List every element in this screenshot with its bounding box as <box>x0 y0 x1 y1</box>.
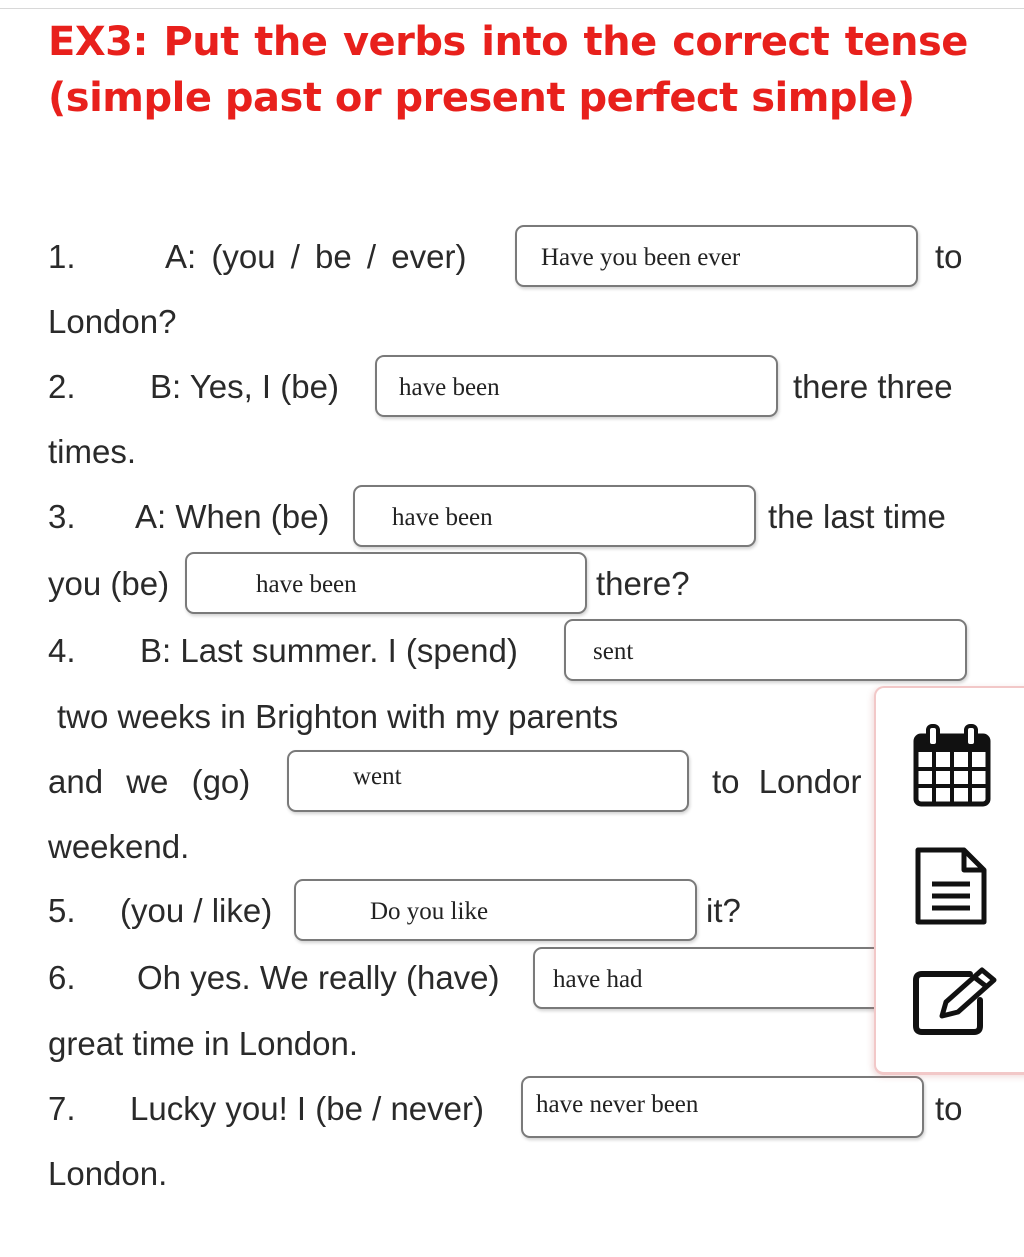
q3-after: the last time <box>768 498 946 535</box>
q2-answer-value: have been <box>399 374 500 401</box>
q4-prompt: B: Last summer. I (spend) <box>140 632 518 669</box>
q4-answer-input[interactable] <box>564 619 967 681</box>
q1-continuation: London? <box>48 303 177 340</box>
q1-number: 1. <box>48 238 76 275</box>
q2-after: there three <box>793 368 953 405</box>
title-word: Put <box>163 19 239 65</box>
calendar-icon[interactable] <box>912 724 992 813</box>
q7-answer-value: have never been <box>536 1091 699 1118</box>
q4-continuation-2: weekend. <box>48 828 190 865</box>
q2-answer-input[interactable] <box>375 355 778 417</box>
q6-continuation: great time in London. <box>48 1025 359 1062</box>
q4-continuation: two weeks in Brighton with my parents <box>57 698 619 735</box>
document-icon[interactable] <box>912 844 992 933</box>
q1-answer-value: Have you been ever <box>541 244 741 271</box>
q6-prompt: Oh yes. We really (have) <box>137 959 500 996</box>
title-word: the <box>254 19 328 65</box>
q5-answer-input[interactable] <box>294 879 697 941</box>
q1-after: to <box>935 238 963 275</box>
top-divider <box>0 8 1024 9</box>
floating-toolbar <box>874 686 1024 1075</box>
q2-prompt: B: Yes, I (be) <box>150 368 339 405</box>
title-word: the <box>583 19 657 65</box>
q4-second-answer-value: went <box>353 763 402 790</box>
q6-answer-value: have had <box>553 966 643 993</box>
title-word: tense <box>844 19 968 65</box>
title-word: EX3: <box>48 19 148 65</box>
q4-continuation-prompt: and we (go) <box>48 763 251 800</box>
q1-answer-input[interactable] <box>515 225 918 287</box>
q3-number: 3. <box>48 498 76 535</box>
q2-continuation: times. <box>48 433 137 470</box>
q7-answer-input[interactable] <box>521 1076 924 1138</box>
title-line-1 <box>48 14 968 70</box>
q3-second-answer-input[interactable] <box>185 552 587 614</box>
edit-icon[interactable] <box>912 966 998 1041</box>
q5-prompt: (you / like) <box>120 892 273 929</box>
q3-answer-value: have been <box>392 504 493 531</box>
q7-after: to <box>935 1090 963 1127</box>
q7-prompt: Lucky you! I (be / never) <box>130 1090 484 1127</box>
title-word: into <box>481 19 569 65</box>
exercise-title <box>48 14 968 126</box>
q3-prompt: A: When (be) <box>135 498 330 535</box>
title-line-2: (simple past or present perfect simple) <box>48 75 915 121</box>
q6-number: 6. <box>48 959 76 996</box>
q5-after: it? <box>706 892 741 929</box>
title-word: correct <box>672 19 830 65</box>
q5-answer-value: Do you like <box>370 898 489 925</box>
q4-number: 4. <box>48 632 76 669</box>
q7-number: 7. <box>48 1090 76 1127</box>
q5-number: 5. <box>48 892 76 929</box>
q4-second-answer-input[interactable] <box>287 750 689 812</box>
q4-after-second: to Londor <box>712 763 862 800</box>
q3-after-second: there? <box>596 565 690 602</box>
q2-number: 2. <box>48 368 76 405</box>
title-word: verbs <box>342 19 466 65</box>
q7-continuation: London. <box>48 1155 168 1192</box>
q1-prompt: A: (you / be / ever) <box>165 238 467 275</box>
q3-continuation-prompt: you (be) <box>48 565 170 602</box>
q4-answer-value: sent <box>593 638 634 665</box>
q3-answer-input[interactable] <box>353 485 756 547</box>
q3-second-answer-value: have been <box>256 571 357 598</box>
